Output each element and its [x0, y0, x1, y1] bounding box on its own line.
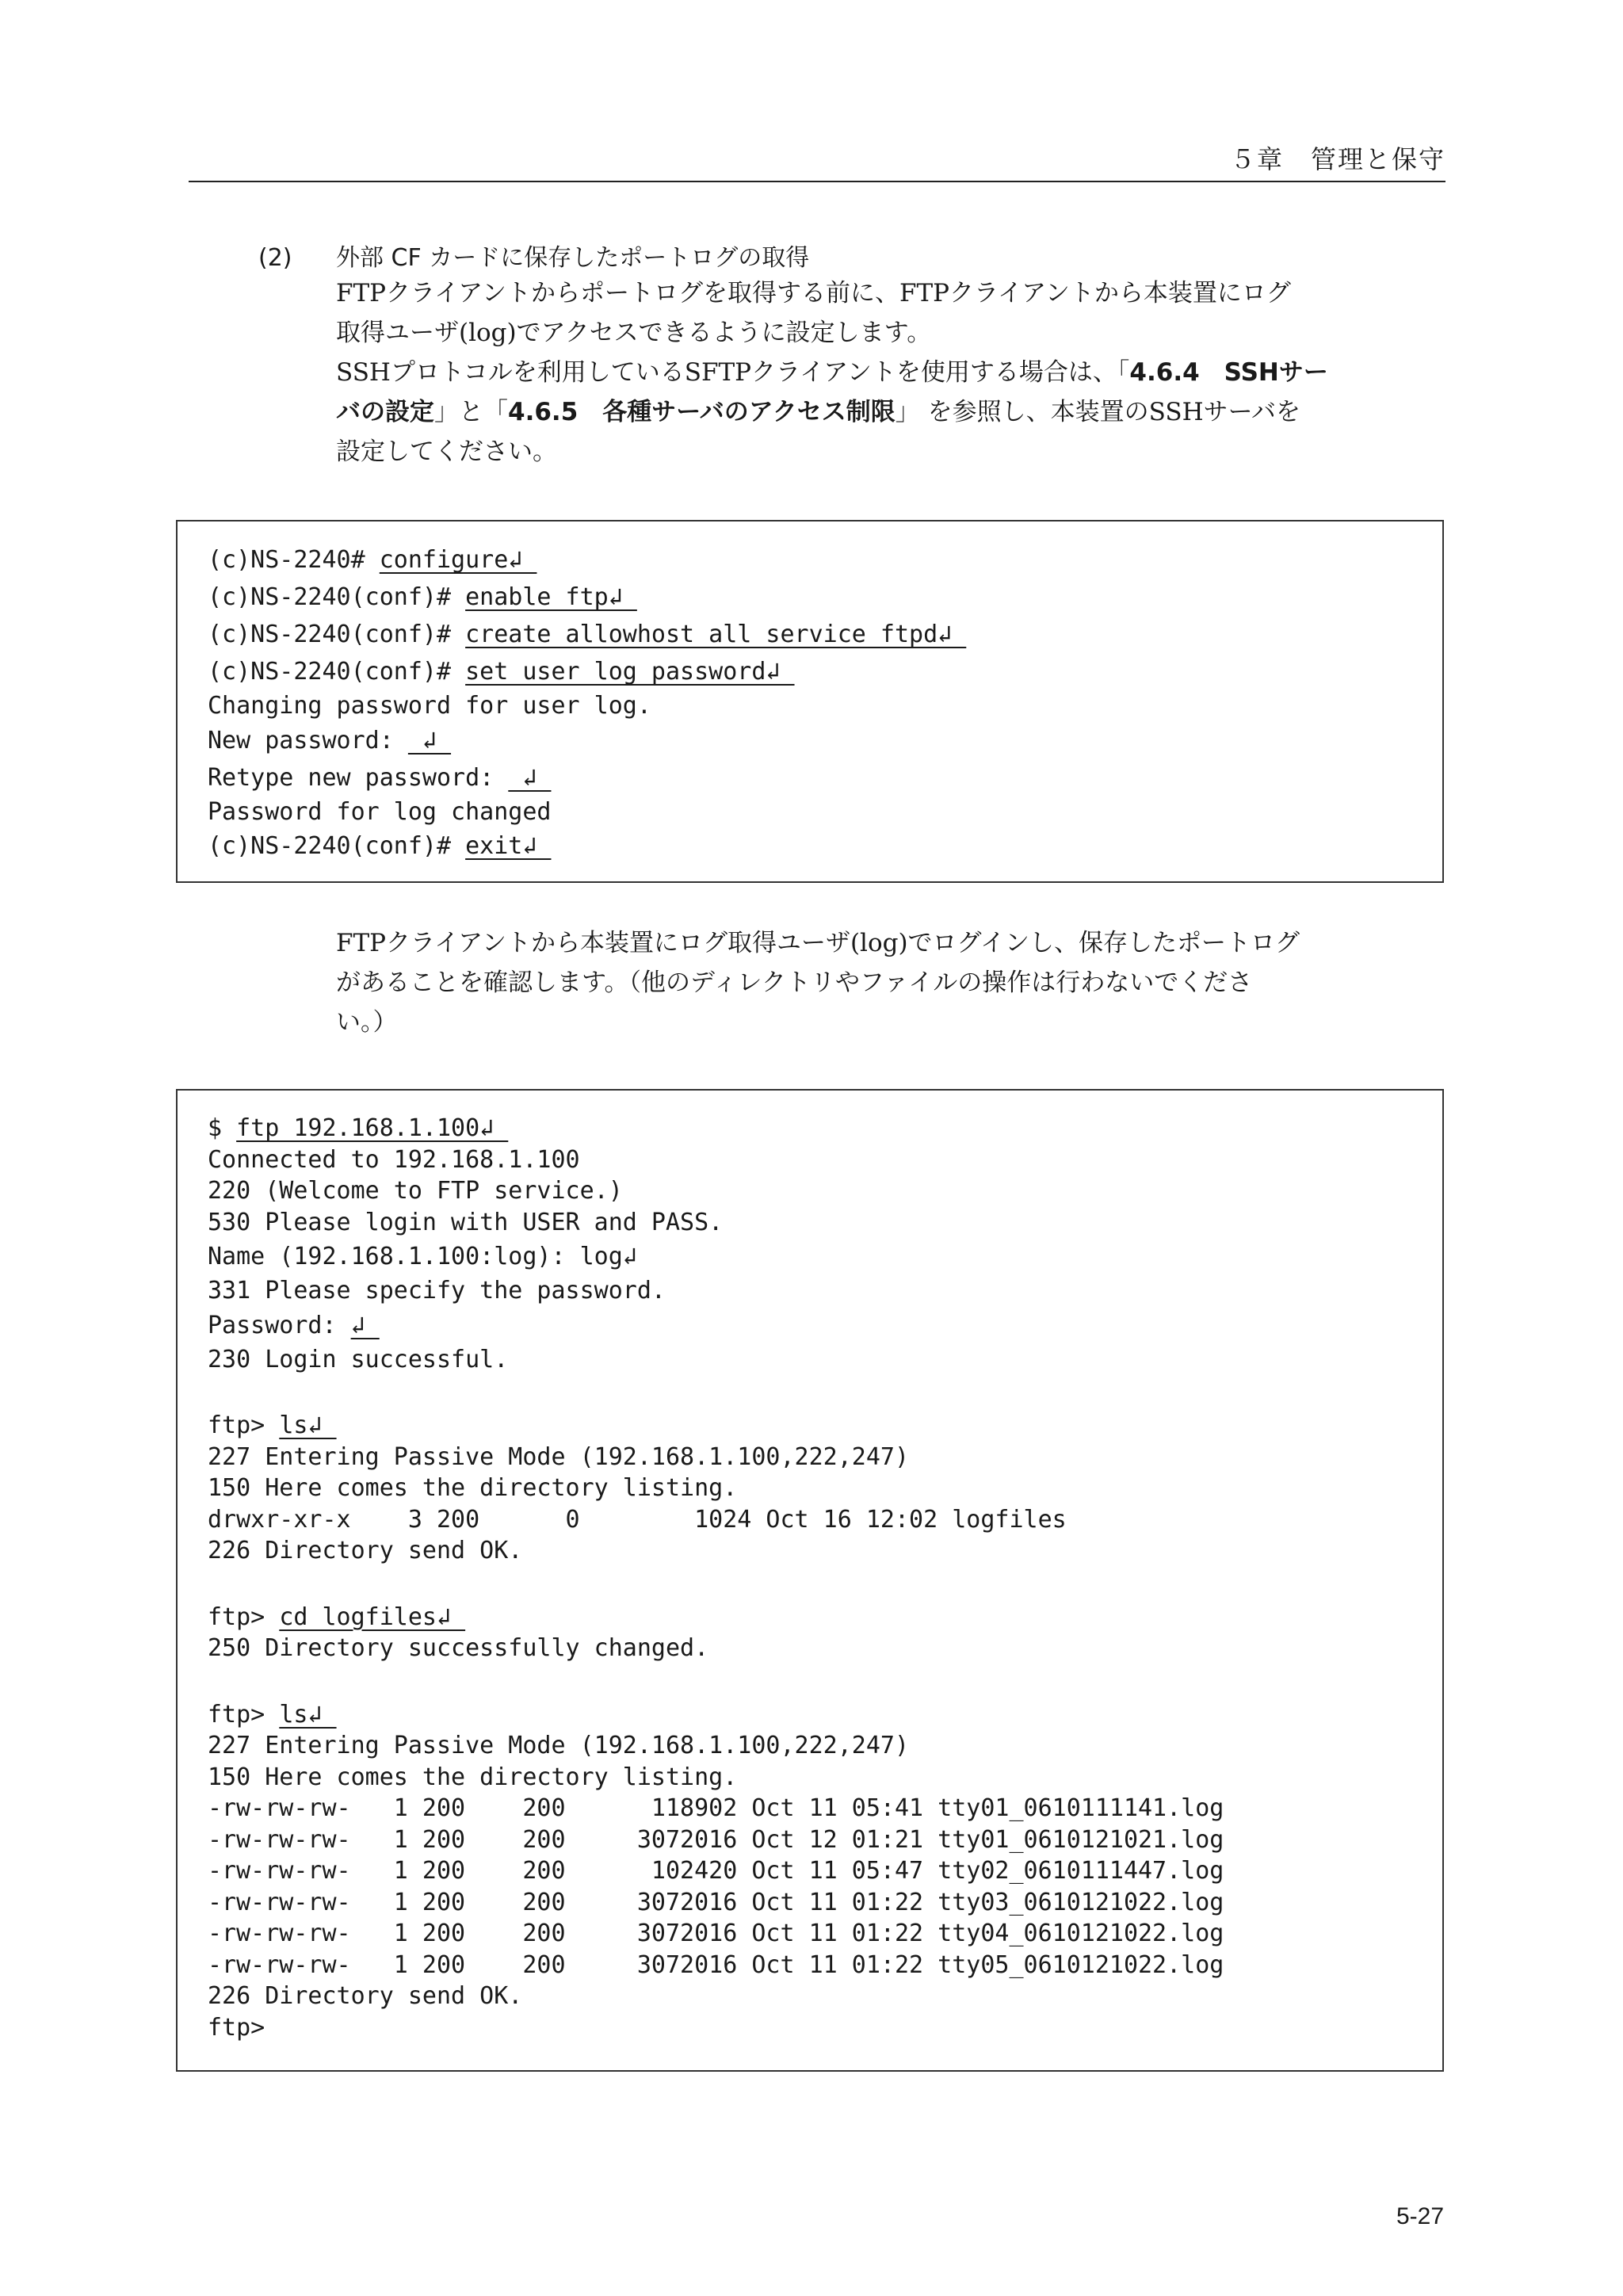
terminal-text: 150 Here comes the directory listing.	[208, 1474, 738, 1502]
terminal-text: 150 Here comes the directory listing.	[208, 1763, 738, 1791]
terminal-text: 220 (Welcome to FTP service.)	[208, 1177, 623, 1205]
terminal-text: -rw-rw-rw- 1 200 200 118902 Oct 11 05:41 tty01_0610111141.log	[208, 1794, 1224, 1822]
paragraph-line: 取得ユーザ(log)でアクセスできるように設定します。	[336, 319, 932, 347]
terminal-text: (c)NS-2240(conf)#	[208, 583, 466, 611]
terminal-text: (c)NS-2240(conf)#	[208, 658, 466, 686]
terminal-text: 250 Directory successfully changed.	[208, 1634, 709, 1662]
chapter-title: ５章 管理と保守	[1229, 144, 1445, 174]
terminal-line	[208, 1824, 1224, 1856]
terminal-blank-line	[208, 1567, 1224, 1602]
terminal-line	[208, 1275, 1224, 1307]
terminal-text: New password:	[208, 726, 408, 755]
terminal-command: create allowhost all service ftpd↲	[465, 621, 967, 648]
paragraph-line: FTPクライアントからポートログを取得する前に、FTPクライアントから本装置にログ	[336, 279, 1291, 308]
terminal-blank-line	[208, 1664, 1224, 1699]
terminal-line	[208, 1793, 1224, 1824]
terminal-command: enable ftp↲	[465, 583, 637, 611]
intro-paragraph	[336, 273, 1445, 472]
terminal-line	[208, 1855, 1224, 1887]
terminal-command: ls↲	[279, 1412, 337, 1439]
terminal-text: ftp>	[208, 1700, 280, 1729]
terminal-line	[208, 1762, 1224, 1794]
paragraph-line: バの設定」と「4.6.5 各種サーバのアクセス制限」 を参照し、本装置のSSHサーバを	[336, 398, 1301, 426]
terminal-text: ftp>	[208, 1603, 280, 1631]
terminal-command: set user log password↲	[465, 658, 795, 686]
paragraph-line: SSHプロトコルを利用しているSFTPクライアントを使用する場合は、「4.6.4 SSHサー	[336, 358, 1328, 387]
terminal-text: 530 Please login with USER and PASS.	[208, 1208, 724, 1236]
reference-link-access: 4.6.5 各種サーバのアクセス制限	[508, 398, 896, 426]
terminal-command: configure↲	[379, 546, 537, 574]
terminal-text: $	[208, 1114, 237, 1142]
terminal-line	[208, 1602, 1224, 1633]
terminal-config-output	[208, 541, 966, 865]
terminal-command: ↲	[407, 726, 452, 755]
terminal-text: Connected to 192.168.1.100	[208, 1145, 580, 1174]
terminal-text: 227 Entering Passive Mode (192.168.1.100,222,247)	[208, 1442, 910, 1471]
terminal-command: cd logfiles↲	[279, 1603, 466, 1631]
terminal-line	[208, 1344, 1224, 1376]
terminal-line	[208, 1918, 1224, 1950]
terminal-line	[208, 1207, 1224, 1239]
login-paragraph	[336, 923, 1445, 1042]
terminal-line	[208, 1535, 1224, 1567]
terminal-line	[208, 722, 966, 759]
terminal-text: -rw-rw-rw- 1 200 200 3072016 Oct 12 01:21 tty01_0610121021.log	[208, 1825, 1224, 1854]
terminal-line	[208, 759, 966, 797]
terminal-text: 227 Entering Passive Mode (192.168.1.100,222,247)	[208, 1732, 910, 1759]
terminal-line	[208, 1442, 1224, 1473]
paragraph-line: があることを確認します。（他のディレクトリやファイルの操作は行わないでくださ	[336, 968, 1253, 997]
terminal-text: Password:	[208, 1311, 351, 1339]
terminal-line	[208, 579, 966, 616]
terminal-text: -rw-rw-rw- 1 200 200 3072016 Oct 11 01:22 tty04_0610121022.log	[208, 1920, 1224, 1947]
terminal-line	[208, 690, 966, 722]
terminal-line	[208, 1887, 1224, 1919]
terminal-line	[208, 1113, 1224, 1144]
terminal-command: exit↲	[465, 832, 552, 860]
terminal-text: Changing password for user log.	[208, 692, 651, 720]
terminal-line	[208, 827, 966, 865]
terminal-line	[208, 1307, 1224, 1344]
terminal-text: Password for log changed	[208, 797, 552, 826]
terminal-text: -rw-rw-rw- 1 200 200 3072016 Oct 11 01:22 tty05_0610121022.log	[208, 1950, 1224, 1979]
terminal-line	[208, 1699, 1224, 1731]
paragraph-line: FTPクライアントから本装置にログ取得ユーザ(log)でログインし、保存したポートログ	[336, 929, 1300, 957]
terminal-text: drwxr-xr-x 3 200 0 1024 Oct 16 12:02 logfiles	[208, 1505, 1067, 1534]
reference-link-ssh: 4.6.4 SSHサー	[1129, 358, 1328, 387]
terminal-ftp-output	[208, 1113, 1224, 2043]
terminal-line	[208, 1981, 1224, 2012]
terminal-line	[208, 1504, 1224, 1536]
terminal-line	[208, 1473, 1224, 1504]
terminal-line	[208, 1410, 1224, 1442]
terminal-line	[208, 1633, 1224, 1664]
terminal-text: Name (192.168.1.100:log): log↲	[208, 1243, 637, 1270]
terminal-text: Retype new password:	[208, 763, 509, 792]
terminal-text: ftp>	[208, 2013, 265, 2042]
page-number: 5-27	[1396, 2203, 1444, 2229]
terminal-line	[208, 797, 966, 828]
terminal-text: ftp>	[208, 1412, 280, 1439]
terminal-text: 226 Directory send OK.	[208, 1537, 523, 1564]
terminal-text: (c)NS-2240(conf)#	[208, 621, 466, 648]
terminal-line	[208, 2012, 1224, 2044]
terminal-line	[208, 616, 966, 653]
terminal-text: (c)NS-2240(conf)#	[208, 832, 466, 860]
paragraph-line: 設定してください。	[336, 437, 557, 466]
terminal-text: 331 Please specify the password.	[208, 1277, 666, 1305]
terminal-text: -rw-rw-rw- 1 200 200 3072016 Oct 11 01:22 tty03_0610121022.log	[208, 1888, 1224, 1916]
section-heading	[258, 238, 809, 273]
terminal-text: -rw-rw-rw- 1 200 200 102420 Oct 11 05:47 tty02_0610111447.log	[208, 1857, 1224, 1885]
terminal-command: ↲	[350, 1311, 380, 1339]
paragraph-line: い。）	[336, 1008, 398, 1037]
terminal-line	[208, 1175, 1224, 1207]
page-header	[189, 136, 1445, 182]
section-number: (2)	[258, 244, 292, 272]
terminal-text: (c)NS-2240#	[208, 546, 380, 574]
reference-link-ssh-cont: バの設定	[336, 398, 434, 426]
terminal-text: 226 Directory send OK.	[208, 1982, 523, 2010]
terminal-line	[208, 1950, 1224, 1981]
terminal-line	[208, 541, 966, 579]
terminal-line	[208, 1144, 1224, 1176]
terminal-line	[208, 653, 966, 690]
terminal-command: ls↲	[279, 1700, 337, 1729]
terminal-command: ↲	[508, 763, 552, 792]
terminal-text: 230 Login successful.	[208, 1345, 509, 1373]
terminal-blank-line	[208, 1375, 1224, 1410]
section-title: 外部 CF カードに保存したポートログの取得	[336, 244, 810, 272]
terminal-command: ftp 192.168.1.100↲	[236, 1114, 509, 1142]
terminal-line	[208, 1730, 1224, 1762]
terminal-line	[208, 1238, 1224, 1275]
